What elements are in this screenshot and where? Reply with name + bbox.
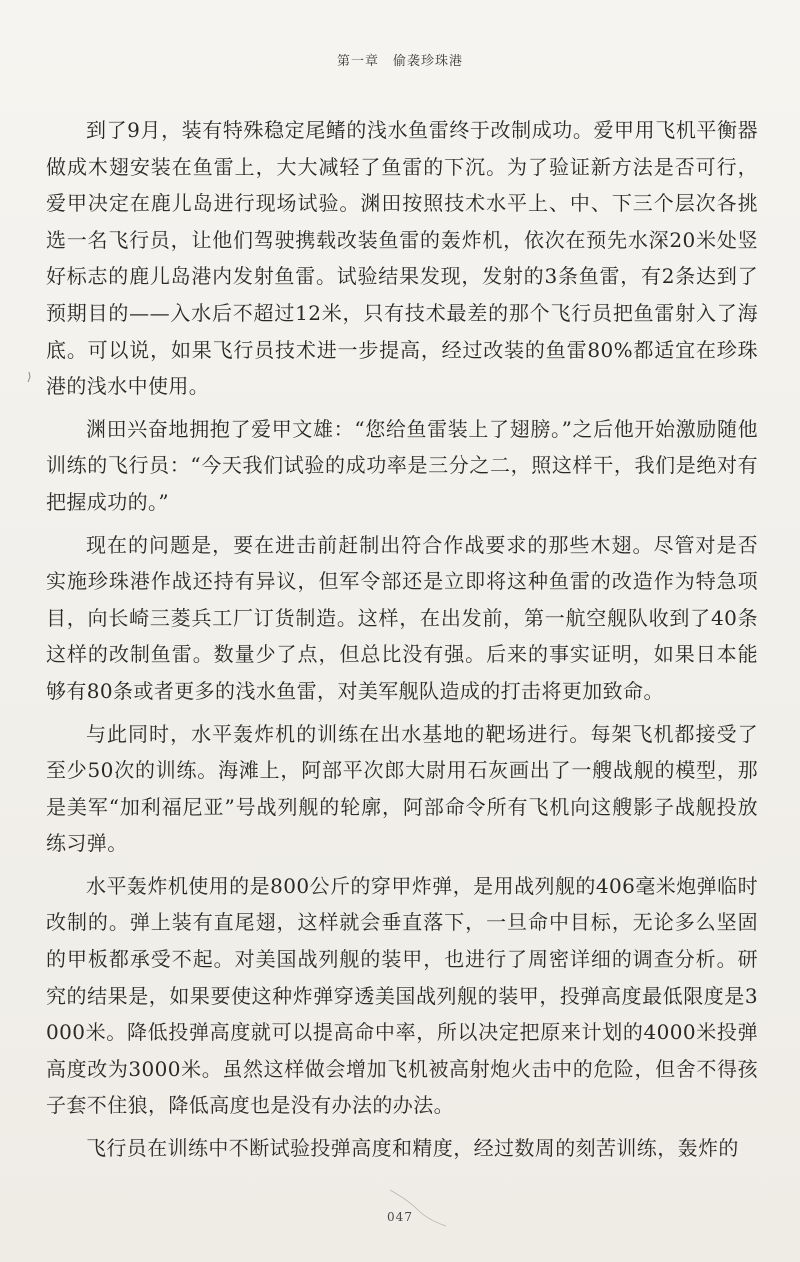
paragraph: 水平轰炸机使用的是800公斤的穿甲炸弹，是用战列舰的406毫米炮弹临时改制的。弹上装有直尾翅，这样就会垂直落下，一旦命中目标，无论多么坚固的甲板都承受不起。对美国战列舰的装甲，也进行了周密详细的调查分析。研究的结果是，如果要使这种炸弹穿透美国战列舰的装甲，投弹高度最低限度是3000米。降低投弹高度就可以提高命中率，所以决定把原来计划的4000米投弹高度改为3000米。虽然这样做会增加飞机被高射炮火击中的危险，但舍不得孩子套不住狼，降低高度也是没有办法的办法。 — [46, 873, 758, 1118]
paragraph: 到了9月，装有特殊稳定尾鳍的浅水鱼雷终于改制成功。爱甲用飞机平衡器做成木翅安装在鱼雷上，大大减轻了鱼雷的下沉。为了验证新方法是否可行，爱甲决定在鹿儿岛进行现场试验。渊田按照技术水平上、中、下三个层次各挑选一名飞行员，让他们驾驶携载改装鱼雷的轰炸机，依次在预先水深20米处竖好标志的鹿儿岛港内发射鱼雷。试验结果发现，发射的3条鱼雷，有2条达到了预期目的——入水后不超过12米，只有技术最差的那个飞行员把鱼雷射入了海底。可以说，如果飞行员技术进一步提高，经过改装的鱼雷80%都适宜在珍珠港的浅水中使用。 — [46, 118, 758, 399]
paragraph: 现在的问题是，要在进击前赶制出符合作战要求的那些木翅。尽管对是否实施珍珠港作战还持有异议，但军令部还是立即将这种鱼雷的改造作为特急项目，向长崎三菱兵工厂订货制造。这样，在出发前，第一航空舰队收到了40条这样的改制鱼雷。数量少了点，但总比没有强。后来的事实证明，如果日本能够有80条或者更多的浅水鱼雷，对美军舰队造成的打击将更加致命。 — [46, 532, 758, 703]
page-number: 047 — [387, 1210, 413, 1224]
paragraph: 渊田兴奋地拥抱了爱甲文雄：“您给鱼雷装上了翅膀。”之后他开始激励随他训练的飞行员：“今天我们试验的成功率是三分之二，照这样干，我们是绝对有把握成功的。” — [46, 416, 758, 514]
body-text — [46, 112, 758, 1167]
paragraph: 与此同时，水平轰炸机的训练在出水基地的靶场进行。每架飞机都接受了至少50次的训练。海滩上，阿部平次郎大尉用石灰画出了一艘战舰的模型，那是美军“加利福尼亚”号战列舰的轮廓，阿部命令所有飞机向这艘影子战舰投放练习弹。 — [46, 721, 758, 856]
running-header: 第一章 偷袭珍珠港 — [336, 54, 463, 69]
paper-mark — [26, 372, 32, 382]
paragraph: 飞行员在训练中不断试验投弹高度和精度，经过数周的刻苦训练，轰炸的 — [86, 1136, 739, 1161]
